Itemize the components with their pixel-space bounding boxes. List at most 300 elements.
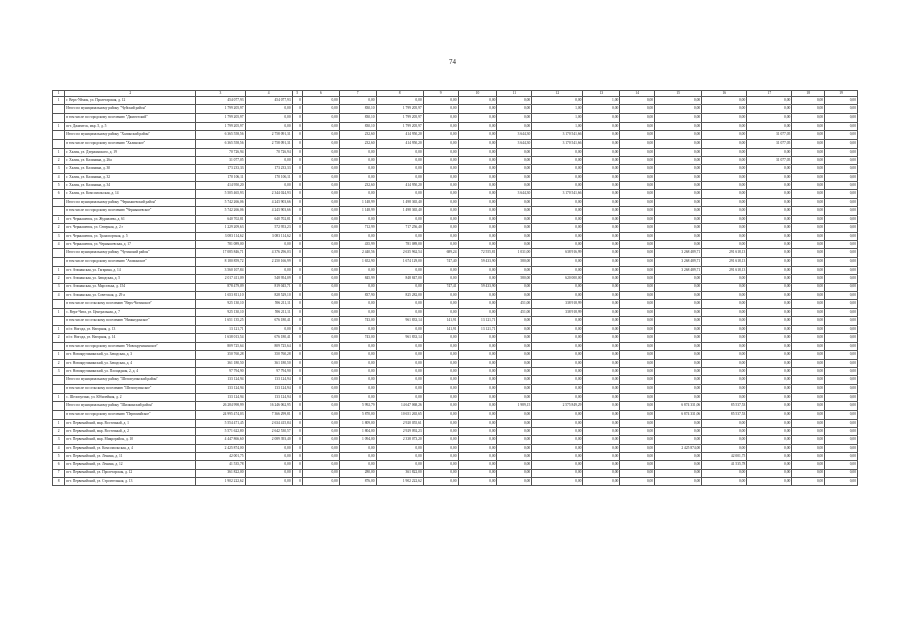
table-cell: 0: [292, 241, 302, 249]
table-cell: 0,00: [702, 122, 747, 130]
table-cell: 0,00: [583, 368, 620, 376]
table-cell: 0,00: [792, 368, 825, 376]
table-cell: 0,00: [825, 385, 858, 394]
table-cell: 0,00: [376, 216, 423, 224]
table-cell: 0,00: [532, 97, 583, 105]
table-cell: 8 180 859,72: [196, 258, 245, 267]
table-cell: 0,00: [825, 461, 858, 469]
table-cell: 878 479,09: [196, 283, 245, 291]
table-cell: 0,00: [620, 266, 655, 274]
table-cell: 0,00: [702, 291, 747, 299]
table-cell: 0,00: [423, 334, 458, 342]
table-cell: 0,00: [583, 300, 620, 309]
table-cell: 1 148,99: [339, 207, 376, 216]
address-cell: в том числе по городскому поселению "Новокручининское": [65, 342, 196, 351]
table-cell: 0,00: [620, 139, 655, 148]
address-cell: пгт. Новокручининский, ул. Заводская, д. 4: [65, 359, 196, 367]
table-cell: 830,10: [339, 105, 376, 114]
table-cell: 925 130,10: [196, 308, 245, 316]
table-cell: 0,00: [583, 224, 620, 232]
table-cell: 0,00: [497, 122, 532, 130]
table-cell: 0,00: [620, 190, 655, 198]
table-cell: 0,00: [792, 461, 825, 469]
table-cell: 0,00: [583, 428, 620, 436]
district-total-row: [53, 105, 858, 114]
table-cell: 0,00: [497, 241, 532, 249]
table-cell: 0,00: [747, 402, 792, 411]
table-cell: 0,00: [302, 275, 339, 283]
table-cell: 0,00: [583, 216, 620, 224]
table-cell: 70 726,94: [196, 148, 245, 156]
column-number: 15: [655, 91, 702, 97]
table-cell: 2: [53, 334, 65, 342]
table-cell: 830,10: [339, 122, 376, 130]
table-cell: 0,00: [497, 477, 532, 485]
table-row: [53, 275, 858, 283]
table-cell: 170 106,11: [245, 173, 292, 181]
table-cell: 0,00: [702, 97, 747, 105]
table-cell: 0,00: [583, 317, 620, 326]
table-cell: 1 638 013,54: [196, 334, 245, 342]
table-row: [53, 165, 858, 173]
table-cell: 5 742 266,06: [196, 207, 245, 216]
table-cell: 1: [53, 266, 65, 274]
table-cell: 85 537,53: [702, 410, 747, 419]
table-cell: 0,00: [825, 148, 858, 156]
address-cell: Итого по муниципальному району "Шилкинский район": [65, 402, 196, 411]
address-cell: Итого по муниципальному району "Халинский район": [65, 131, 196, 140]
table-cell: 0,00: [302, 258, 339, 267]
table-cell: 0,00: [620, 258, 655, 267]
table-cell: 0: [292, 157, 302, 165]
table-cell: 0,00: [302, 139, 339, 148]
table-cell: 0,00: [825, 342, 858, 351]
table-cell: [53, 402, 65, 411]
table-cell: 0,00: [702, 428, 747, 436]
table-cell: 0,00: [339, 326, 376, 334]
table-cell: 232,60: [339, 181, 376, 189]
column-number: 12: [532, 91, 583, 97]
table-row: [53, 419, 858, 427]
table-cell: 0,00: [339, 308, 376, 316]
table-cell: 1 804,00: [339, 428, 376, 436]
table-cell: 0: [292, 139, 302, 148]
table-cell: 712,99: [339, 224, 376, 232]
table-cell: [53, 342, 65, 351]
table-cell: 0,00: [792, 351, 825, 359]
capital-repair-table: [52, 90, 858, 486]
table-cell: 59 433,90: [458, 258, 497, 267]
table-cell: 0,00: [825, 105, 858, 114]
table-cell: 0,00: [245, 452, 292, 460]
table-cell: 0,00: [458, 308, 497, 316]
address-cell: в том числе по сельскому поселению "Шелопугинское": [65, 385, 196, 394]
table-cell: 0,00: [583, 359, 620, 367]
table-cell: 350 760,28: [196, 351, 245, 359]
table-cell: 5 571 622,80: [196, 428, 245, 436]
table-cell: 414 950,20: [376, 139, 423, 148]
table-cell: 0,00: [792, 410, 825, 419]
table-cell: 0: [292, 419, 302, 427]
table-cell: 848 847,00: [376, 275, 423, 283]
table-cell: 0,00: [302, 241, 339, 249]
table-cell: 0,00: [655, 157, 702, 165]
table-row: [53, 283, 858, 291]
table-cell: 0: [292, 105, 302, 114]
table-cell: 0,00: [532, 385, 583, 394]
table-cell: 3: [53, 436, 65, 444]
district-total-row: [53, 198, 858, 207]
table-cell: 0,00: [620, 477, 655, 485]
table-cell: 0,00: [583, 402, 620, 411]
table-cell: 0,00: [339, 342, 376, 351]
table-cell: 2 017 411,09: [196, 275, 245, 283]
table-cell: 3 170 541,66: [532, 131, 583, 140]
table-cell: 0,00: [339, 351, 376, 359]
address-cell: пгт. Джигитск, мкр. 5, д. 5: [65, 122, 196, 130]
page-number: 74: [449, 58, 456, 66]
table-cell: 5 992,79: [339, 402, 376, 411]
table-cell: 0,00: [825, 452, 858, 460]
settlement-subtotal-row: [53, 342, 858, 351]
table-cell: 0,00: [620, 114, 655, 123]
table-cell: 0,00: [825, 308, 858, 316]
table-cell: 133 124,94: [196, 376, 245, 385]
table-cell: 97 794,90: [196, 368, 245, 376]
table-cell: 0,00: [339, 368, 376, 376]
table-cell: [53, 198, 65, 207]
table-cell: 0,00: [825, 436, 858, 444]
table-cell: 5: [53, 452, 65, 460]
table-cell: 338 918,99: [532, 308, 583, 316]
table-row: [53, 224, 858, 232]
table-cell: 0,00: [792, 190, 825, 198]
table-cell: 0,00: [702, 131, 747, 140]
table-cell: 0,00: [702, 216, 747, 224]
table-cell: 0,00: [497, 326, 532, 334]
address-cell: пгт. Атаманская, ул. Советская, д. 29 а: [65, 291, 196, 299]
settlement-subtotal-row: [53, 385, 858, 394]
table-cell: 0,00: [423, 165, 458, 173]
table-cell: 0,00: [583, 477, 620, 485]
table-cell: 0,00: [702, 275, 747, 283]
table-cell: 454 077,93: [245, 97, 292, 105]
address-cell: пгт. Первомайский, ул. Комсомольская, д. 4: [65, 444, 196, 452]
table-row: [53, 351, 858, 359]
table-cell: 0,00: [825, 165, 858, 173]
table-cell: 0,00: [583, 165, 620, 173]
table-cell: 747,41: [423, 283, 458, 291]
table-cell: 0: [292, 368, 302, 376]
table-cell: 0: [292, 436, 302, 444]
address-cell: в том числе по городскому поселению "Чернышевское": [65, 207, 196, 216]
table-cell: 0,00: [302, 148, 339, 156]
table-cell: 0,00: [655, 224, 702, 232]
table-cell: 0: [292, 308, 302, 316]
table-row: [53, 359, 858, 367]
table-cell: 2: [53, 359, 65, 367]
table-cell: 0,00: [458, 452, 497, 460]
table-cell: 42 001,75: [702, 452, 747, 460]
table-cell: 3 644,30: [497, 131, 532, 140]
table-cell: 0,00: [532, 452, 583, 460]
table-cell: 0,00: [825, 122, 858, 130]
table-cell: 0: [292, 410, 302, 419]
table-cell: 0,00: [747, 419, 792, 427]
table-cell: 0,00: [458, 216, 497, 224]
table-cell: 6: [53, 461, 65, 469]
table-cell: 0,00: [620, 419, 655, 427]
table-cell: 0,00: [497, 181, 532, 189]
table-cell: 0,00: [702, 190, 747, 198]
table-cell: 0,00: [302, 410, 339, 419]
table-cell: 0,00: [423, 342, 458, 351]
table-cell: 141,91: [423, 317, 458, 326]
table-cell: 0,00: [376, 385, 423, 394]
address-cell: пгт. Чернышевск, ул. Северная, д. 2 г: [65, 224, 196, 232]
table-cell: 0,00: [376, 376, 423, 385]
table-cell: 0,00: [532, 207, 583, 216]
column-number: 16: [702, 91, 747, 97]
table-cell: 0,00: [458, 165, 497, 173]
table-cell: 0,00: [339, 266, 376, 274]
table-cell: 0,00: [620, 232, 655, 240]
table-cell: 1: [53, 308, 65, 316]
table-cell: 0,00: [458, 385, 497, 394]
table-cell: 2 642 530,57: [245, 428, 292, 436]
table-cell: 0,00: [423, 114, 458, 123]
table-cell: 0,00: [423, 207, 458, 216]
table-cell: 0,00: [302, 249, 339, 258]
table-cell: 1 799 205,97: [196, 105, 245, 114]
table-cell: 0,00: [747, 173, 792, 181]
table-cell: 0,00: [792, 165, 825, 173]
table-cell: 0,00: [497, 385, 532, 394]
table-row: [53, 181, 858, 189]
column-number: 5: [292, 91, 302, 97]
table-cell: 0,00: [583, 385, 620, 394]
table-cell: 0,00: [458, 198, 497, 207]
table-cell: 0,00: [532, 148, 583, 156]
table-cell: 0,00: [792, 308, 825, 316]
table-cell: 0,00: [532, 461, 583, 469]
table-cell: 0,00: [747, 477, 792, 485]
table-row: [53, 308, 858, 316]
table-cell: 0,00: [583, 469, 620, 477]
table-cell: 0,00: [423, 393, 458, 401]
table-cell: 0,00: [339, 190, 376, 198]
table-cell: 1: [53, 393, 65, 401]
table-cell: 0,00: [583, 326, 620, 334]
table-row: [53, 122, 858, 130]
table-cell: 0,00: [497, 469, 532, 477]
table-cell: 0,00: [532, 469, 583, 477]
table-cell: 0,00: [825, 469, 858, 477]
table-cell: 0,00: [302, 173, 339, 181]
table-cell: 640 702,81: [196, 216, 245, 224]
table-cell: [53, 410, 65, 419]
table-cell: 0,00: [655, 190, 702, 198]
table-cell: 0,00: [532, 241, 583, 249]
table-cell: 0,00: [620, 173, 655, 181]
table-cell: 0,00: [747, 291, 792, 299]
table-cell: 0,00: [376, 165, 423, 173]
table-cell: 0,00: [620, 410, 655, 419]
table-cell: 31 077,05: [747, 131, 792, 140]
table-cell: 0,00: [458, 291, 497, 299]
table-cell: 5 870,00: [339, 410, 376, 419]
table-cell: 0,00: [702, 173, 747, 181]
table-cell: 0,00: [655, 291, 702, 299]
table-cell: 0,00: [825, 181, 858, 189]
table-cell: 133 124,94: [196, 385, 245, 394]
table-body: [53, 91, 858, 486]
table-cell: 2 920 055,61: [376, 419, 423, 427]
table-cell: 0,00: [458, 444, 497, 452]
table-cell: 0,00: [702, 419, 747, 427]
column-number: 17: [747, 91, 792, 97]
table-row: [53, 97, 858, 105]
table-cell: 0: [292, 385, 302, 394]
table-cell: 0,00: [302, 436, 339, 444]
table-cell: 0,00: [302, 216, 339, 224]
table-cell: 435,99: [339, 241, 376, 249]
settlement-subtotal-row: [53, 258, 858, 267]
table-cell: 0,00: [620, 334, 655, 342]
address-cell: Итого по муниципальному району "Чернышевский район": [65, 198, 196, 207]
table-cell: 0,00: [655, 122, 702, 130]
table-cell: 0,00: [583, 258, 620, 267]
table-cell: 0,00: [620, 461, 655, 469]
district-total-row: [53, 402, 858, 411]
table-cell: 0,00: [620, 317, 655, 326]
table-cell: 0,00: [747, 207, 792, 216]
table-cell: 0,00: [792, 393, 825, 401]
table-cell: 2 338 073,20: [376, 436, 423, 444]
table-cell: 0,00: [302, 385, 339, 394]
table-cell: 0,00: [339, 300, 376, 309]
table-cell: 0,00: [747, 148, 792, 156]
table-cell: 4 447 866,60: [196, 436, 245, 444]
table-cell: 0,00: [747, 351, 792, 359]
table-cell: 0,00: [825, 258, 858, 267]
table-cell: 0,00: [423, 97, 458, 105]
address-cell: в том числе по городскому поселению "Халинское": [65, 139, 196, 148]
table-cell: 0,00: [302, 444, 339, 452]
table-cell: 0,00: [532, 291, 583, 299]
table-cell: 781 089,00: [196, 241, 245, 249]
table-cell: 0,00: [376, 461, 423, 469]
table-cell: 0,00: [747, 198, 792, 207]
table-cell: 0,00: [339, 165, 376, 173]
table-cell: 0,00: [702, 477, 747, 485]
table-cell: 0: [292, 232, 302, 240]
table-cell: 0,00: [339, 173, 376, 181]
table-cell: 0: [292, 469, 302, 477]
table-cell: 0,00: [302, 308, 339, 316]
table-cell: 0,00: [302, 317, 339, 326]
table-cell: 0,00: [747, 359, 792, 367]
table-cell: 0: [292, 249, 302, 258]
table-cell: 743,00: [339, 317, 376, 326]
table-cell: 0,00: [747, 216, 792, 224]
table-cell: 0,00: [423, 157, 458, 165]
table-cell: 0,00: [458, 351, 497, 359]
table-cell: 0,00: [583, 342, 620, 351]
table-cell: 0,00: [302, 97, 339, 105]
table-cell: 6 365 558,56: [196, 139, 245, 148]
table-cell: 0,00: [497, 266, 532, 274]
table-cell: 0,00: [825, 198, 858, 207]
table-cell: 0,00: [458, 122, 497, 130]
table-cell: 0,00: [747, 249, 792, 258]
table-cell: 0,00: [747, 469, 792, 477]
table-cell: 0,00: [458, 148, 497, 156]
table-cell: 0,00: [423, 173, 458, 181]
table-cell: 8: [53, 477, 65, 485]
table-cell: 0,00: [792, 232, 825, 240]
table-row: [53, 334, 858, 342]
table-cell: 0,00: [583, 393, 620, 401]
table-cell: 0,00: [583, 291, 620, 299]
table-cell: 0,00: [702, 334, 747, 342]
table-cell: 1 652,90: [339, 258, 376, 267]
table-cell: 0,00: [702, 114, 747, 123]
table-cell: 10 651 265,65: [376, 410, 423, 419]
table-cell: 0,00: [423, 419, 458, 427]
table-cell: 0,00: [655, 385, 702, 394]
table-cell: 0,00: [376, 300, 423, 309]
table-cell: 0,00: [245, 326, 292, 334]
table-cell: 0,00: [792, 157, 825, 165]
table-cell: 0,00: [458, 334, 497, 342]
table-cell: 0,00: [583, 351, 620, 359]
table-cell: 451,00: [497, 300, 532, 309]
table-cell: 0,00: [792, 291, 825, 299]
table-cell: 0,00: [747, 308, 792, 316]
table-cell: 0,00: [825, 477, 858, 485]
address-cell: Итого по муниципальному району "Чугинский район": [65, 249, 196, 258]
table-cell: 0: [292, 376, 302, 385]
table-cell: 0,00: [792, 173, 825, 181]
table-cell: 0,00: [583, 334, 620, 342]
table-cell: 0,00: [792, 428, 825, 436]
table-cell: 0: [292, 452, 302, 460]
table-cell: 0,00: [620, 148, 655, 156]
table-cell: 0,00: [532, 359, 583, 367]
table-cell: 4 243 903,66: [245, 207, 292, 216]
table-cell: 0,00: [747, 393, 792, 401]
table-cell: 0: [292, 165, 302, 173]
table-cell: 85 537,53: [702, 402, 747, 411]
table-cell: 0,00: [825, 317, 858, 326]
table-cell: 0,00: [376, 326, 423, 334]
table-cell: 0,00: [532, 283, 583, 291]
table-cell: 0,00: [792, 181, 825, 189]
table-cell: 0,00: [583, 241, 620, 249]
table-cell: 0,00: [747, 342, 792, 351]
table-cell: 0,00: [792, 198, 825, 207]
table-cell: 0,00: [620, 198, 655, 207]
table-cell: 2: [53, 157, 65, 165]
table-cell: 0,00: [497, 410, 532, 419]
table-cell: [53, 249, 65, 258]
table-cell: 0,00: [620, 469, 655, 477]
table-cell: 0,00: [497, 444, 532, 452]
table-cell: 1: [53, 148, 65, 156]
table-cell: 3 083 114,62: [196, 232, 245, 240]
table-cell: 3: [53, 368, 65, 376]
